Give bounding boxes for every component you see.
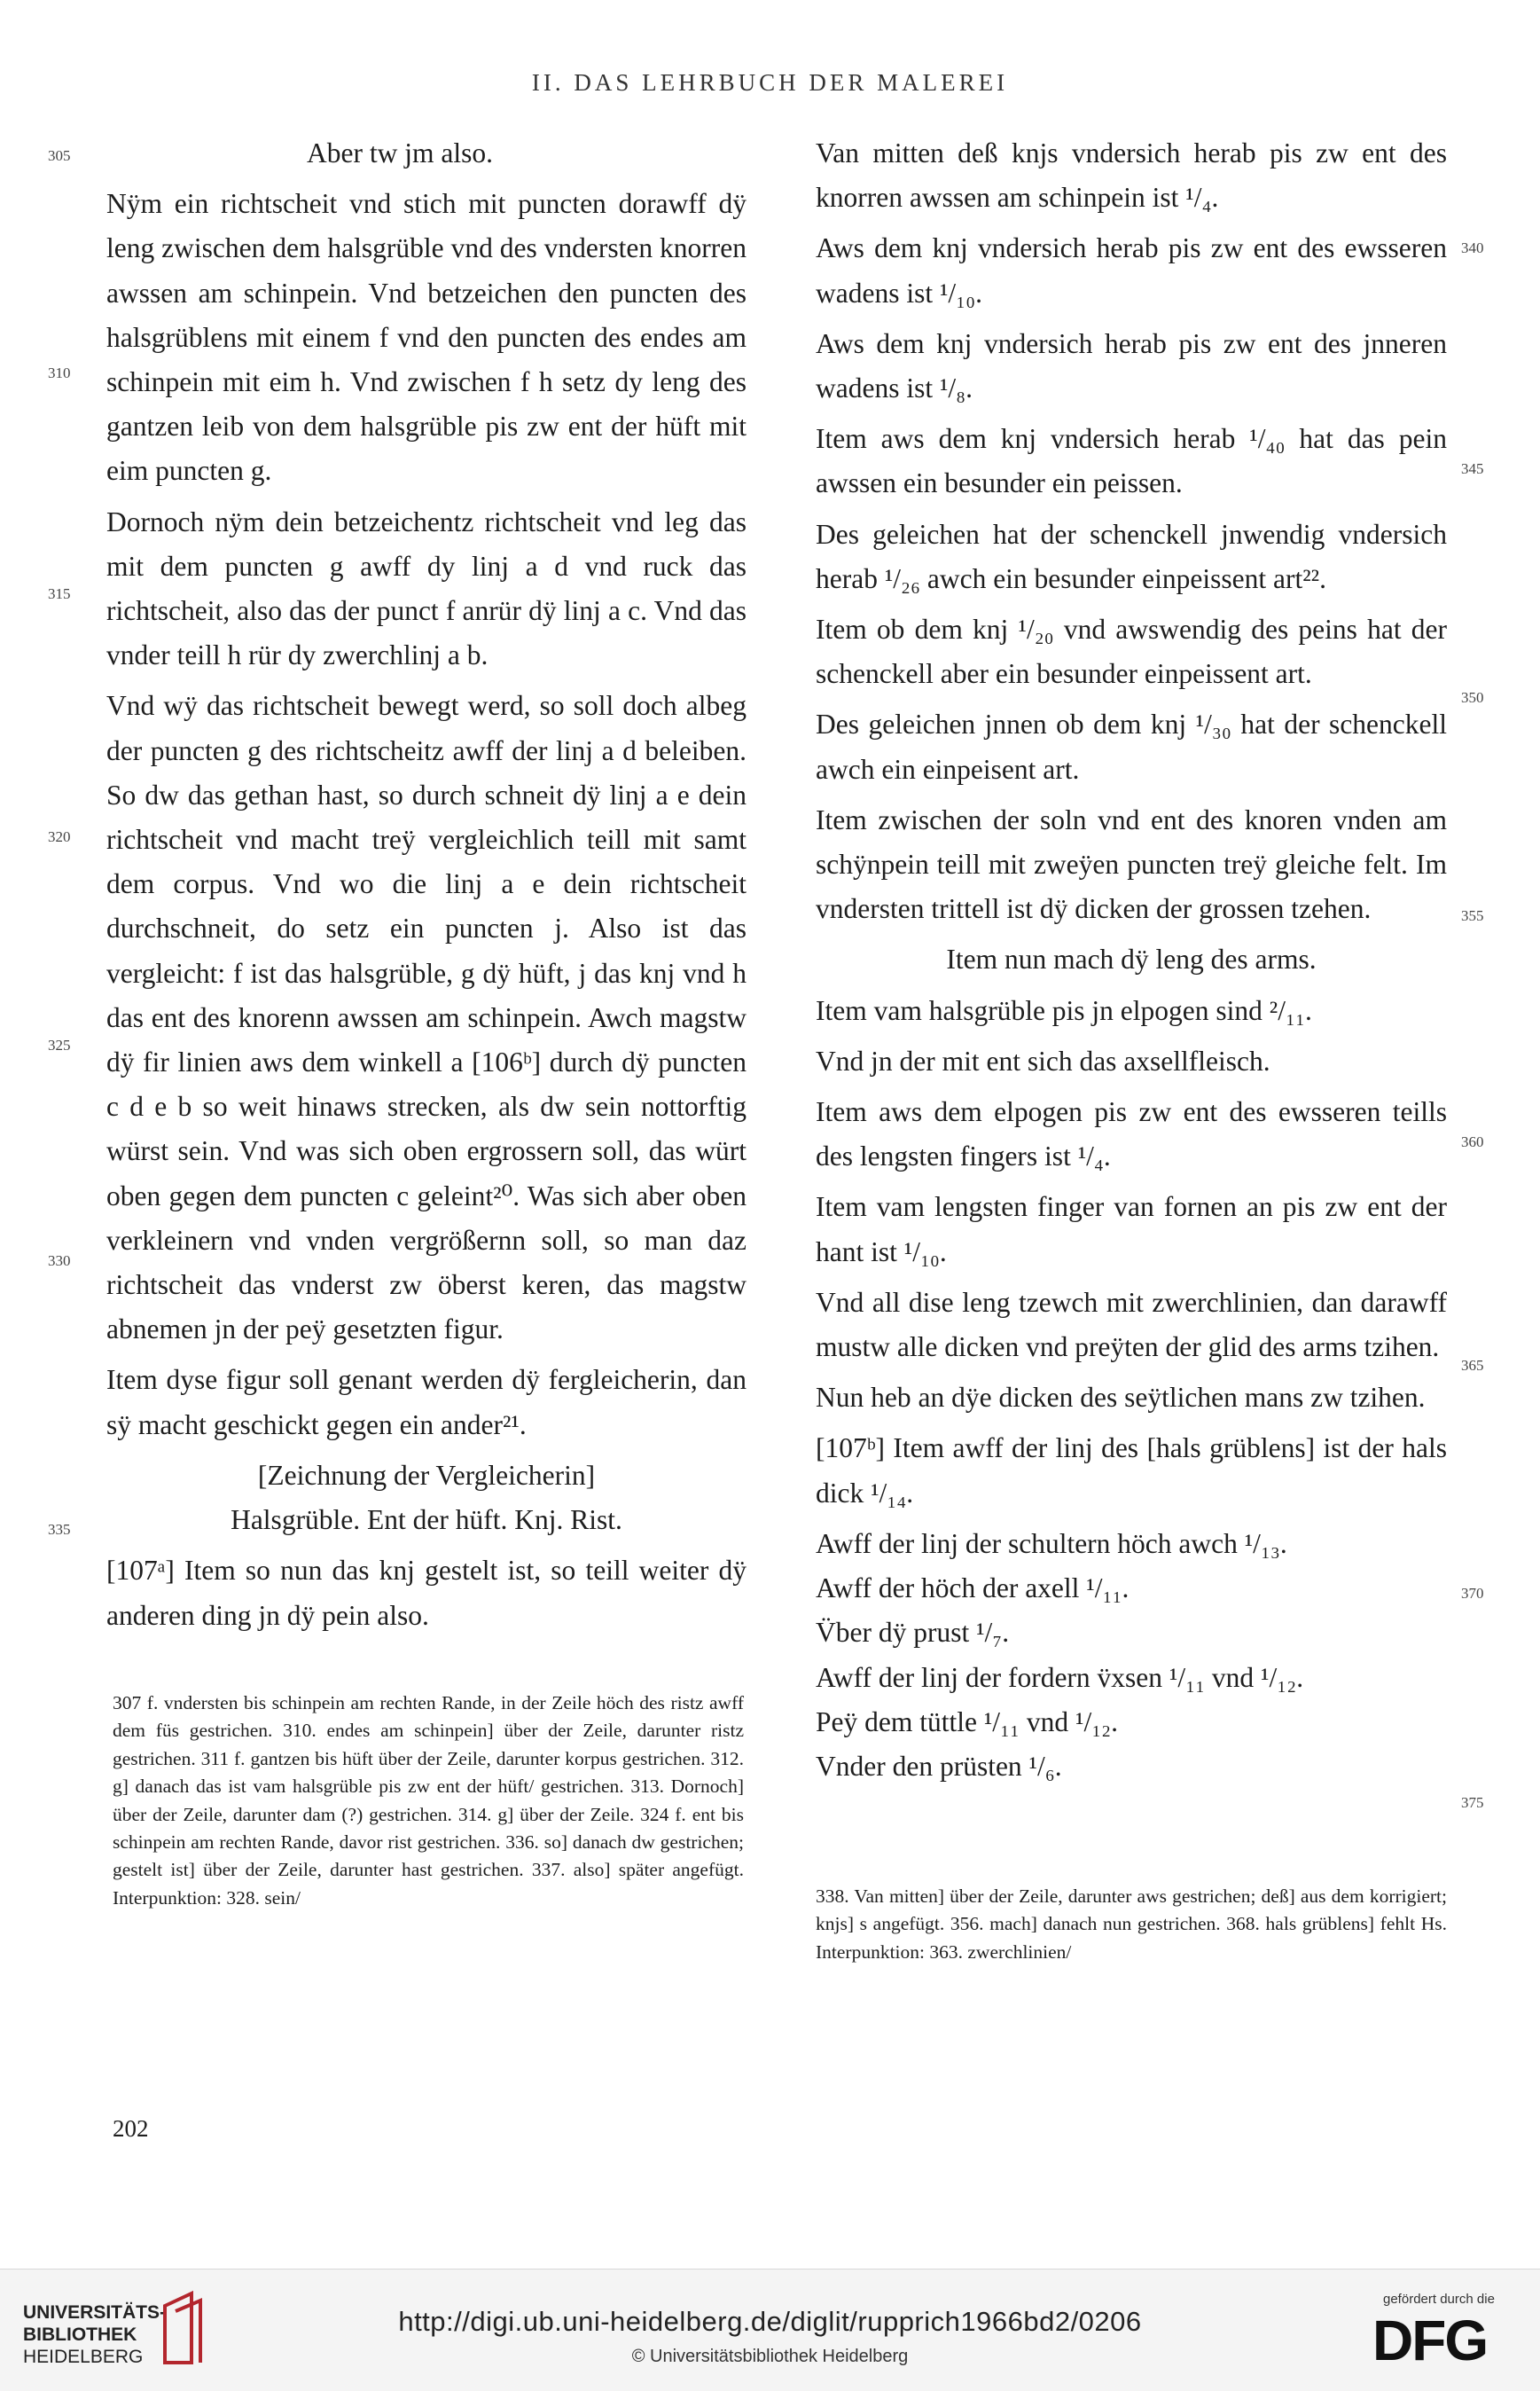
paragraph: Awff der linj der schultern höch awch ¹/₁₃. [816,1527,1287,1559]
heading-aber: Aber tw jm also. [307,137,493,169]
paragraph: V̈ber dÿ prust ¹/₇. [816,1617,1010,1649]
footnotes-left: 307 f. vndersten bis schinpein am rechten Rande, in der Zeile höch des ristz awff dem füs gestrichen. 310. endes am schinpein] über der Zeile, darunter ristz gestrichen. 311 f. gantzen bis hüft über der Zeile, darunter korpus gestrichen. 312. g] danach das ist vam halsgrüble pis zw ent der hüft/ gestrichen. 313. Dornoch] über der Zeile, darunter dam (?) gestrichen. 314. g] über der Zeile. 324 f. ent bis schinpein am rechten Rande, davor rist gestrichen. 336. so] danach dw gestrichen; gestelt ist] über der Zeile, darunter hast gestrichen. 337. also] später angefügt. Interpunktion: 328. sein/ [113,1692,744,1909]
paragraph: Des geleichen hat der schenckell jnwendig vndersich herab ¹/₂₆ awch ein besunder einpeissent art²². [816,518,1447,594]
paragraph: Vnd all dise leng tzewch mit zwerchlinien, dan darawff mustw alle dicken vnd preÿten der glid des arms tzihen. [816,1286,1447,1363]
paragraph: Item vam halsgrüble pis jn elpogen sind ²/₁₁. [816,994,1312,1026]
paragraph: Vnd jn der mit ent sich das axsellfleisch. [816,1045,1270,1077]
paragraph: Vnd wÿ das richtscheit bewegt werd, so soll doch albeg der puncten g des richtscheitz awff der linj a d beleiben. So dw das gethan hast, so durch schneit dÿ linj a e dein richtscheit vnd macht treÿ vergleichlich teill mit samt dem corpus. Vnd wo die linj a e dein richtscheit durchschneit, do setz ein puncten j. Also ist das vergleicht: f ist das halsgrüble, g dÿ hüft, j das knj vnd h das ent des knorenn awssen am schinpein. Awch magstw dÿ fir linien aws dem winkell a [106ᵇ] durch dÿ puncten c d e b so weit hinaws strecken, als dw sein nottorftig würst sein. Vnd was sich oben ergrossern soll, das würt oben gegen dem puncten c geleint²⁰. Was sich aber oben verkleinern vnd vnden vergrößernn soll, so man daz richtscheit das vnderst zw öberst keren, das magstw abnemen jn der peÿ gesetzten figur. [106,690,747,1345]
line-number: 310 [48,365,71,381]
paragraph: Aws dem knj vndersich herab pis zw ent des jnneren wadens ist ¹/₈. [816,327,1447,404]
line-number: 315 [48,585,71,602]
line-number: 345 [1461,460,1484,477]
right-column [816,131,1447,1789]
paragraph: Vnder den prüsten ¹/₆. [816,1750,1062,1782]
footnotes-right: 338. Van mitten] über der Zeile, darunter aws gestrichen; deß] aus dem korrigiert; knjs] s angefügt. 356. mach] danach nun gestrichen. 368. hals grüblens] fehlt Hs. Interpunktion: 363. zwerchlinien/ [816,1885,1447,1963]
library-name-line1: UNIVERSITÄTS- [23,2302,167,2323]
line-number: 370 [1461,1585,1484,1602]
paragraph: [107ᵇ] Item awff der linj des [hals grüblens] ist der hals dick ¹/₁₄. [816,1432,1447,1509]
paragraph: Dornoch nÿm dein betzeichentz richtscheit vnd leg das mit dem puncten g awff dy linj a d vnd ruck das richtscheit, also das der punct f anrür dÿ linj a c. Vnd das vnder teill h rür dy zwerchlinj a b. [106,506,747,671]
library-name-line2: BIBLIOTHEK [23,2324,137,2345]
line-number: 350 [1461,689,1484,706]
paragraph: Item aws dem knj vndersich herab ¹/₄₀ hat das pein awssen ein besunder ein peissen. [816,423,1447,499]
paragraph: Aws dem knj vndersich herab pis zw ent des ewsseren wadens ist ¹/₁₀. [816,232,1447,309]
paragraph: Awff der linj der fordern v̈xsen ¹/₁₁ vnd ¹/₁₂. [816,1661,1304,1693]
funding-note: gefördert durch die [1383,2292,1495,2307]
line-number: 375 [1461,1794,1484,1811]
paragraph: Item dyse figur soll genant werden dÿ fergleicherin, dan sÿ macht geschickt gegen ein ander²¹. [106,1364,747,1440]
paragraph: Peÿ dem tüttle ¹/₁₁ vnd ¹/₁₂. [816,1705,1119,1737]
paragraph: Awff der höch der axell ¹/₁₁. [816,1572,1130,1604]
line-number: 360 [1461,1133,1484,1150]
line-number: 365 [1461,1357,1484,1374]
line-number: 335 [48,1521,71,1538]
line-number: 340 [1461,239,1484,256]
line-number: 325 [48,1037,71,1054]
dfg-logo: DFG [1372,2309,1488,2372]
running-head: II. DAS LEHRBUCH DER MALEREI [531,69,1009,96]
paragraph: Item ob dem knj ¹/₂₀ vnd awswendig des peins hat der schenckell aber ein besunder einpeissent art. [816,614,1447,690]
section-heading: Item nun mach dÿ leng des arms. [946,944,1317,976]
paragraph: Item aws dem elpogen pis zw ent des ewsseren teills des lengsten fingers ist ¹/₄. [816,1096,1447,1172]
library-name-line3: HEIDELBERG [23,2347,144,2367]
line-number: 320 [48,828,71,845]
paragraph: Van mitten deß knjs vndersich herab pis zw ent des knorren awssen am schinpein ist ¹/₄. [816,137,1447,214]
paragraph: Item zwischen der soln vnd ent des knoren vnden am schÿnpein teill mit zweÿen puncten treÿ gleiche felt. Im vndersten trittell ist dÿ dicken der grossen tzehen. [816,804,1447,925]
paragraph: Nÿm ein richtscheit vnd stich mit puncten dorawff dÿ leng zwischen dem halsgrüble vnd des vndersten knorren awssen am schinpein. Vnd betzeichen den puncten des halsgrüblens mit einem f vnd den puncten des endes am schinpein mit eim h. Vnd zwischen f h setz dy leng des gantzen leib von dem halsgrüble pis zw ent der hüft mit eim puncten g. [106,188,747,487]
line-number: 330 [48,1252,71,1269]
line-number: 355 [1461,907,1484,924]
line-number: 305 [48,147,71,164]
left-column [106,131,747,1644]
page-number: 202 [113,2115,149,2142]
figure-labels: Halsgrüble. Ent der hüft. Knj. Rist. [231,1504,622,1536]
permalink-url[interactable]: http://digi.ub.uni-heidelberg.de/diglit/rupprich1966bd2/0206 [398,2306,1142,2337]
paragraph: Nun heb an dÿe dicken des seÿtlichen mans zw tzihen. [816,1382,1426,1414]
figure-caption: [Zeichnung der Vergleicherin] [257,1459,596,1491]
paragraph: Des geleichen jnnen ob dem knj ¹/₃₀ hat der schenckell awch ein einpeisent art. [816,709,1447,785]
paragraph: [107ᵃ] Item so nun das knj gestelt ist, so teill weiter dÿ anderen ding jn dÿ pein also. [106,1555,747,1631]
paragraph: Item vam lengsten finger van fornen an pis zw ent der hant ist ¹/₁₀. [816,1191,1447,1267]
copyright-notice: © Universitätsbibliothek Heidelberg [631,2347,909,2366]
